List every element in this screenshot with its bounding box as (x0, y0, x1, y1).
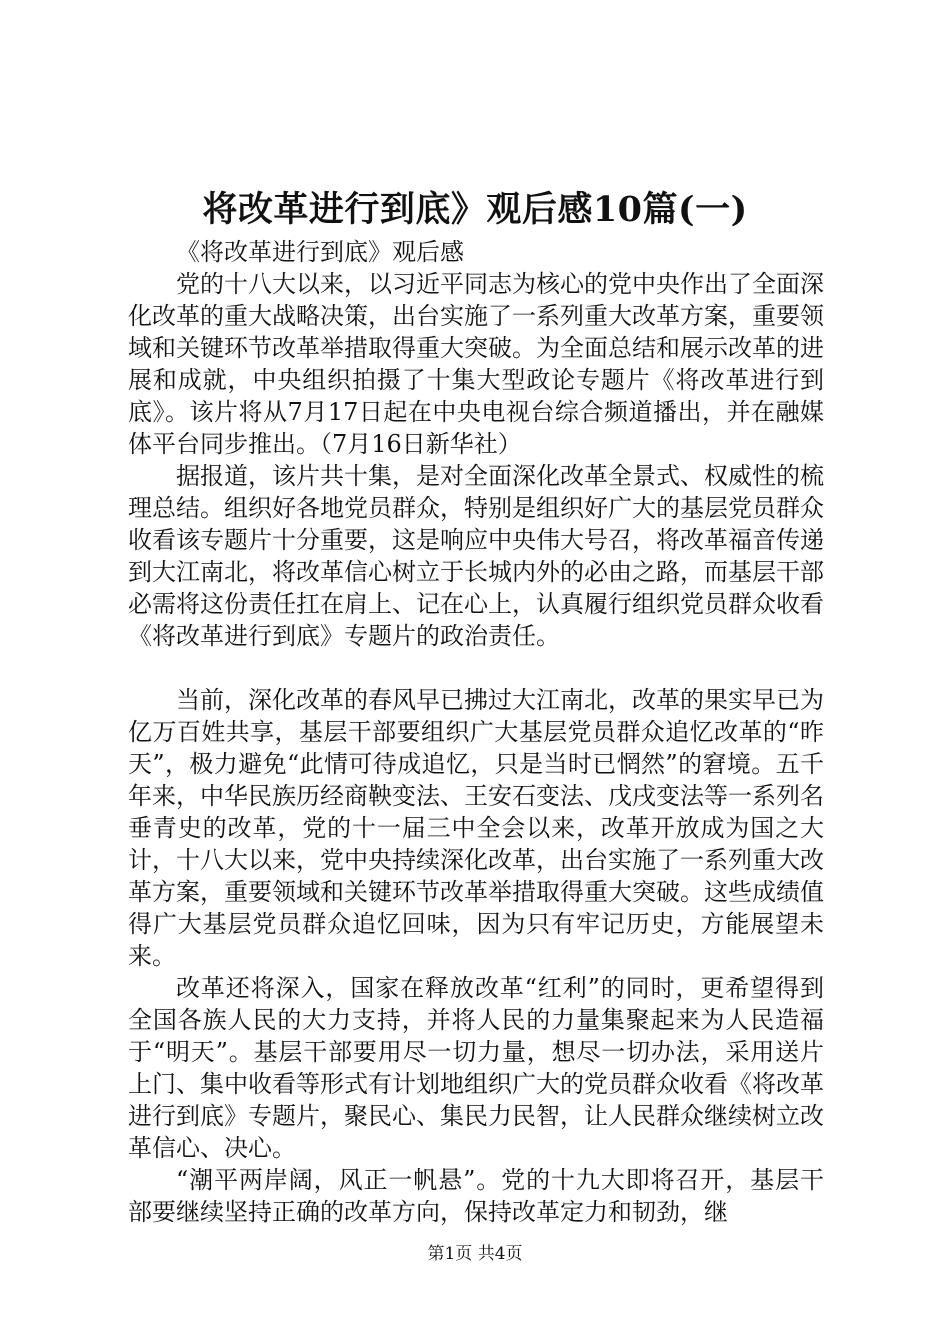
paragraph-5: “潮平两岸阔，风正一帆悬”。党的十九大即将召开，基层干部要继续坚持正确的改革方向，保持改革定力和韧劲，继 (128, 1166, 824, 1226)
page-footer: 第1页 共4页 (427, 1244, 523, 1264)
document-title: 将改革进行到底》观后感10篇(一) (202, 189, 748, 230)
paragraph-4: 改革还将深入，国家在释放改革“红利”的同时，更希望得到全国各族人民的大力支持，并将人民的力量集聚起来为人民造福于“明天”。基层干部要用尽一切力量，想尽一切办法，采用送片上门、集中收看等形式有计划地组织广大的党员群众收看《将改革进行到底》专题片，聚民心、集民力民智，让人民群众继续树立改革信心、决心。 (128, 974, 824, 1162)
document-body (128, 236, 824, 1228)
paragraph-1: 党的十八大以来，以习近平同志为核心的党中央作出了全面深化改革的重大战略决策，出台实施了一系列重大改革方案，重要领域和关键环节改革举措取得重大突破。为全面总结和展示改革的进展和成就，中央组织拍摄了十集大型政论专题片《将改革进行到底》。该片将从7月17日起在中央电视台综合频道播出，并在融媒体平台同步推出。（7月16日新华社） (128, 270, 824, 458)
paragraph-3: 当前，深化改革的春风早已拂过大江南北，改革的果实早已为亿万百姓共享，基层干部要组织广大基层党员群众追忆改革的“昨天”，极力避免“此情可待成追忆，只是当时已惘然”的窘境。五千年来，中华民族历经商鞅变法、王安石变法、戊戌变法等一系列名垂青史的改革，党的十一届三中全会以来，改革开放成为国之大计，十八大以来，党中央持续深化改革，出台实施了一系列重大改革方案，重要领域和关键环节改革举措取得重大突破。这些成绩值得广大基层党员群众追忆回味，因为只有牢记历史，方能展望未来。 (128, 686, 824, 970)
paragraph-2: 据报道，该片共十集，是对全面深化改革全景式、权威性的梳理总结。组织好各地党员群众，特别是组织好广大的基层党员群众收看该专题片十分重要，这是响应中央伟大号召，将改革福音传递到大江南北，将改革信心树立于长城内外的必由之路，而基层干部必需将这份责任扛在肩上、记在心上，认真履行组织党员群众收看《将改革进行到底》专题片的政治责任。 (128, 462, 824, 650)
document-subtitle: 《将改革进行到底》观后感 (176, 238, 464, 266)
